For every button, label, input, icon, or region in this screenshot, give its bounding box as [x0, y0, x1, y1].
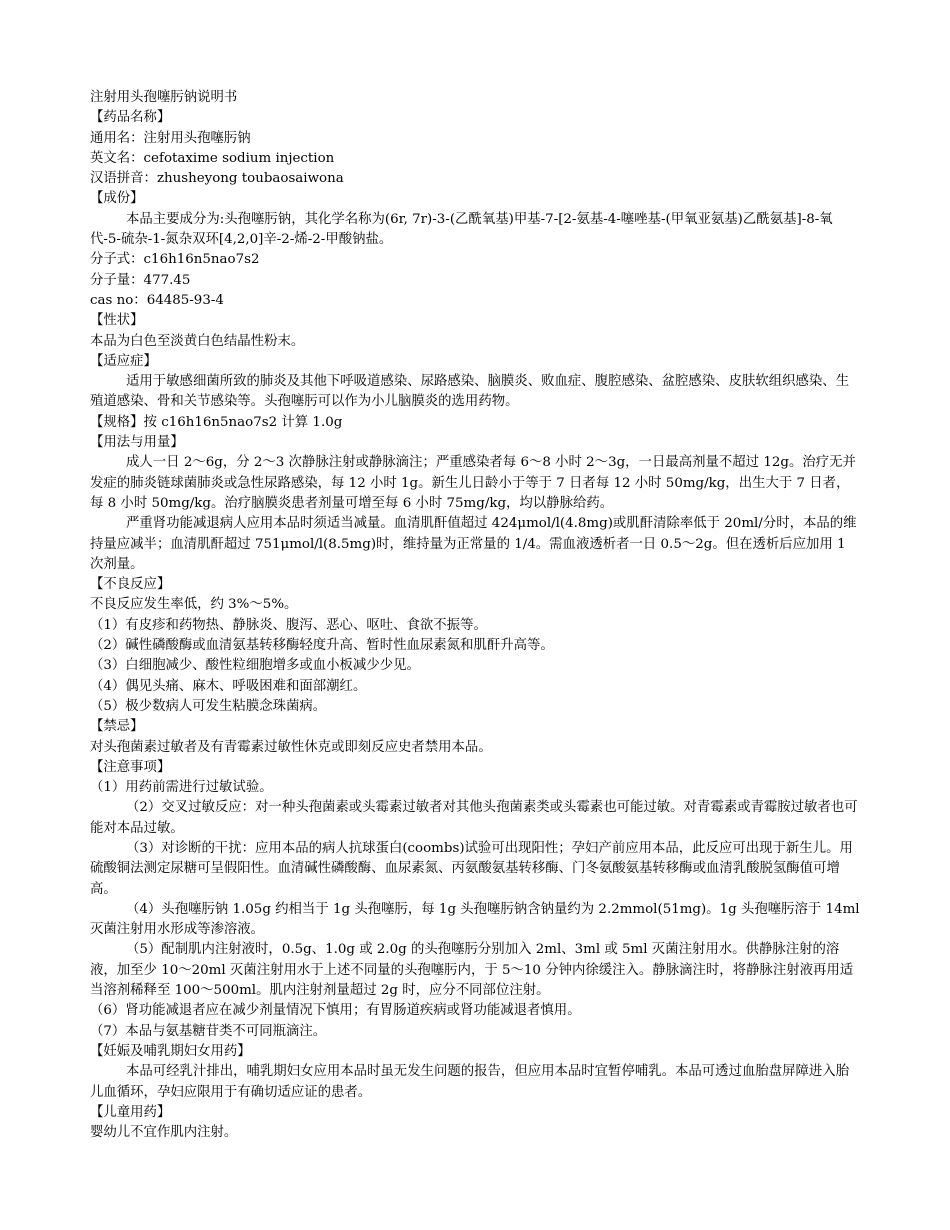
text-line: （3）白细胞减少、酸性粒细胞增多或血小板减少少见。: [90, 658, 420, 674]
text-line: （6）肾功能减退者应在减少剂量情况下慎用；有胃肠道疾病或肾功能减退者慎用。: [90, 1003, 581, 1019]
text-line: （1）用药前需进行过敏试验。: [90, 780, 273, 796]
text-line: 不良反应发生率低，约 3%～5%。: [90, 597, 298, 613]
text-line: 通用名：注射用头孢噻肟钠: [90, 130, 251, 146]
text-line: （2）交叉过敏反应：对一种头孢菌素或头霉素过敏者对其他头孢菌素类或头霉素也可能过敏。对青霉素或青霉胺过敏者也可能对本品过敏。: [90, 800, 858, 836]
section-heading: 【药品名称】: [90, 110, 171, 126]
section-heading: 【规格】按 c16h16n5nao7s2 计算 1.0g: [90, 414, 343, 430]
section-heading: 【禁忌】: [90, 719, 144, 735]
text-line: （5）配制肌内注射液时，0.5g、1.0g 或 2.0g 的头孢噻肟分别加入 2ml、3ml 或 5ml 灭菌注射用水。供静脉注射的溶液，加至少 10～20ml 灭菌注射用水于上述不同量的头孢噻肟内，于 5～10 分钟内徐缓注入。静脉滴注时，将静脉注射液再用适当溶剂稀释至 100～500ml。肌内注射剂量超过 2g 时，应分不同部位注射。: [90, 942, 854, 999]
text-line: （5）极少数病人可发生粘膜念珠菌病。: [90, 698, 327, 714]
section-heading: 【性状】: [90, 313, 144, 329]
text-line: 适用于敏感细菌所致的肺炎及其他下呼吸道感染、尿路感染、脑膜炎、败血症、腹腔感染、盆腔感染、皮肤软组织感染、生殖道感染、骨和关节感染等。头孢噻肟可以作为小儿脑膜炎的选用药物。: [90, 374, 850, 410]
text-line: 分子式：c16h16n5nao7s2: [90, 252, 260, 268]
section-heading: 【用法与用量】: [90, 435, 184, 451]
section-heading: 【注意事项】: [90, 759, 171, 775]
text-line: （7）本品与氨基糖苷类不可同瓶滴注。: [90, 1023, 327, 1039]
text-line: 汉语拼音：zhusheyong toubaosaiwona: [90, 171, 344, 187]
text-line: （4）偶见头痛、麻木、呼吸困难和面部潮红。: [90, 678, 367, 694]
text-line: 分子量：477.45: [90, 272, 191, 288]
text-line: 本品可经乳汁排出，哺乳期妇女应用本品时虽无发生问题的报告，但应用本品时宜暂停哺乳。本品可透过血胎盘屏障进入胎儿血循环，孕妇应限用于有确切适应证的患者。: [90, 1064, 850, 1100]
text-line: （2）碱性磷酸酶或血清氨基转移酶轻度升高、暂时性血尿素氮和肌酐升高等。: [90, 638, 554, 654]
text-line: （1）有皮疹和药物热、静脉炎、腹泻、恶心、呕吐、食欲不振等。: [90, 617, 487, 633]
section-heading: 【适应症】: [90, 353, 157, 369]
text-line: 对头孢菌素过敏者及有青霉素过敏性休克或即刻反应史者禁用本品。: [90, 739, 492, 755]
text-line: 严重肾功能减退病人应用本品时须适当减量。血清肌酐值超过 424μmol/l(4.8mg)或肌酐清除率低于 20ml/分时，本品的维持量应减半；血清肌酐超过 751μmol/l(8.5mg)时，维持量为正常量的 1/4。需血液透析者一日 0.5～2g。但在透析后应加用 1 次剂量。: [90, 516, 857, 572]
text-line: 英文名：cefotaxime sodium injection: [90, 150, 335, 166]
section-heading: 【不良反应】: [90, 577, 171, 593]
document-lines: [90, 108, 862, 1143]
text-line: 成人一日 2～6g，分 2～3 次静脉注射或静脉滴注；严重感染者每 6～8 小时 2～3g，一日最高剂量不超过 12g。治疗无并发症的肺炎链球菌肺炎或急性尿路感染，每 12 小时 1g。新生儿日龄小于等于 7 日者每 12 小时 50mg/kg，出生大于 7 日者，每 8 小时 50mg/kg。治疗脑膜炎患者剂量可增至每 6 小时 75mg/kg，均以静脉给药。: [90, 455, 856, 511]
text-line: 婴幼儿不宜作肌内注射。: [90, 1125, 238, 1141]
text-line: （4）头孢噻肟钠 1.05g 约相当于 1g 头孢噻肟，每 1g 头孢噻肟钠含钠量约为 2.2mmol(51mg)。1g 头孢噻肟溶于 14ml 灭菌注射用水形成等渗溶液。: [90, 901, 860, 938]
text-line: 本品主要成分为:头孢噻肟钠，其化学名称为(6r, 7r)-3-(乙酰氧基)甲基-7-[2-氨基-4-噻唑基-(甲氧亚氨基)乙酰氨基]-8-氧代-5-硫杂-1-氮杂双环[4,2,0]辛-2-烯-2-甲酸钠盐。: [90, 211, 833, 248]
section-heading: 【妊娠及哺乳期妇女用药】: [90, 1043, 251, 1059]
text-line: cas no：64485-93-4: [90, 292, 224, 308]
text-line: 本品为白色至淡黄白色结晶性粉末。: [90, 333, 305, 349]
document-body: [90, 88, 862, 1143]
text-line: （3）对诊断的干扰：应用本品的病人抗球蛋白(coombs)试验可出现阳性；孕妇产前应用本品，此反应可出现于新生儿。用硫酸铜法测定尿糖可呈假阳性。血清碱性磷酸酶、血尿素氮、丙氨酸氨基转移酶、门冬氨酸氨基转移酶或血清乳酸脱氢酶值可增高。: [90, 840, 853, 897]
document-title: 注射用头孢噻肟钠说明书: [90, 90, 238, 105]
section-heading: 【成份】: [90, 191, 144, 207]
section-heading: 【儿童用药】: [90, 1104, 171, 1120]
